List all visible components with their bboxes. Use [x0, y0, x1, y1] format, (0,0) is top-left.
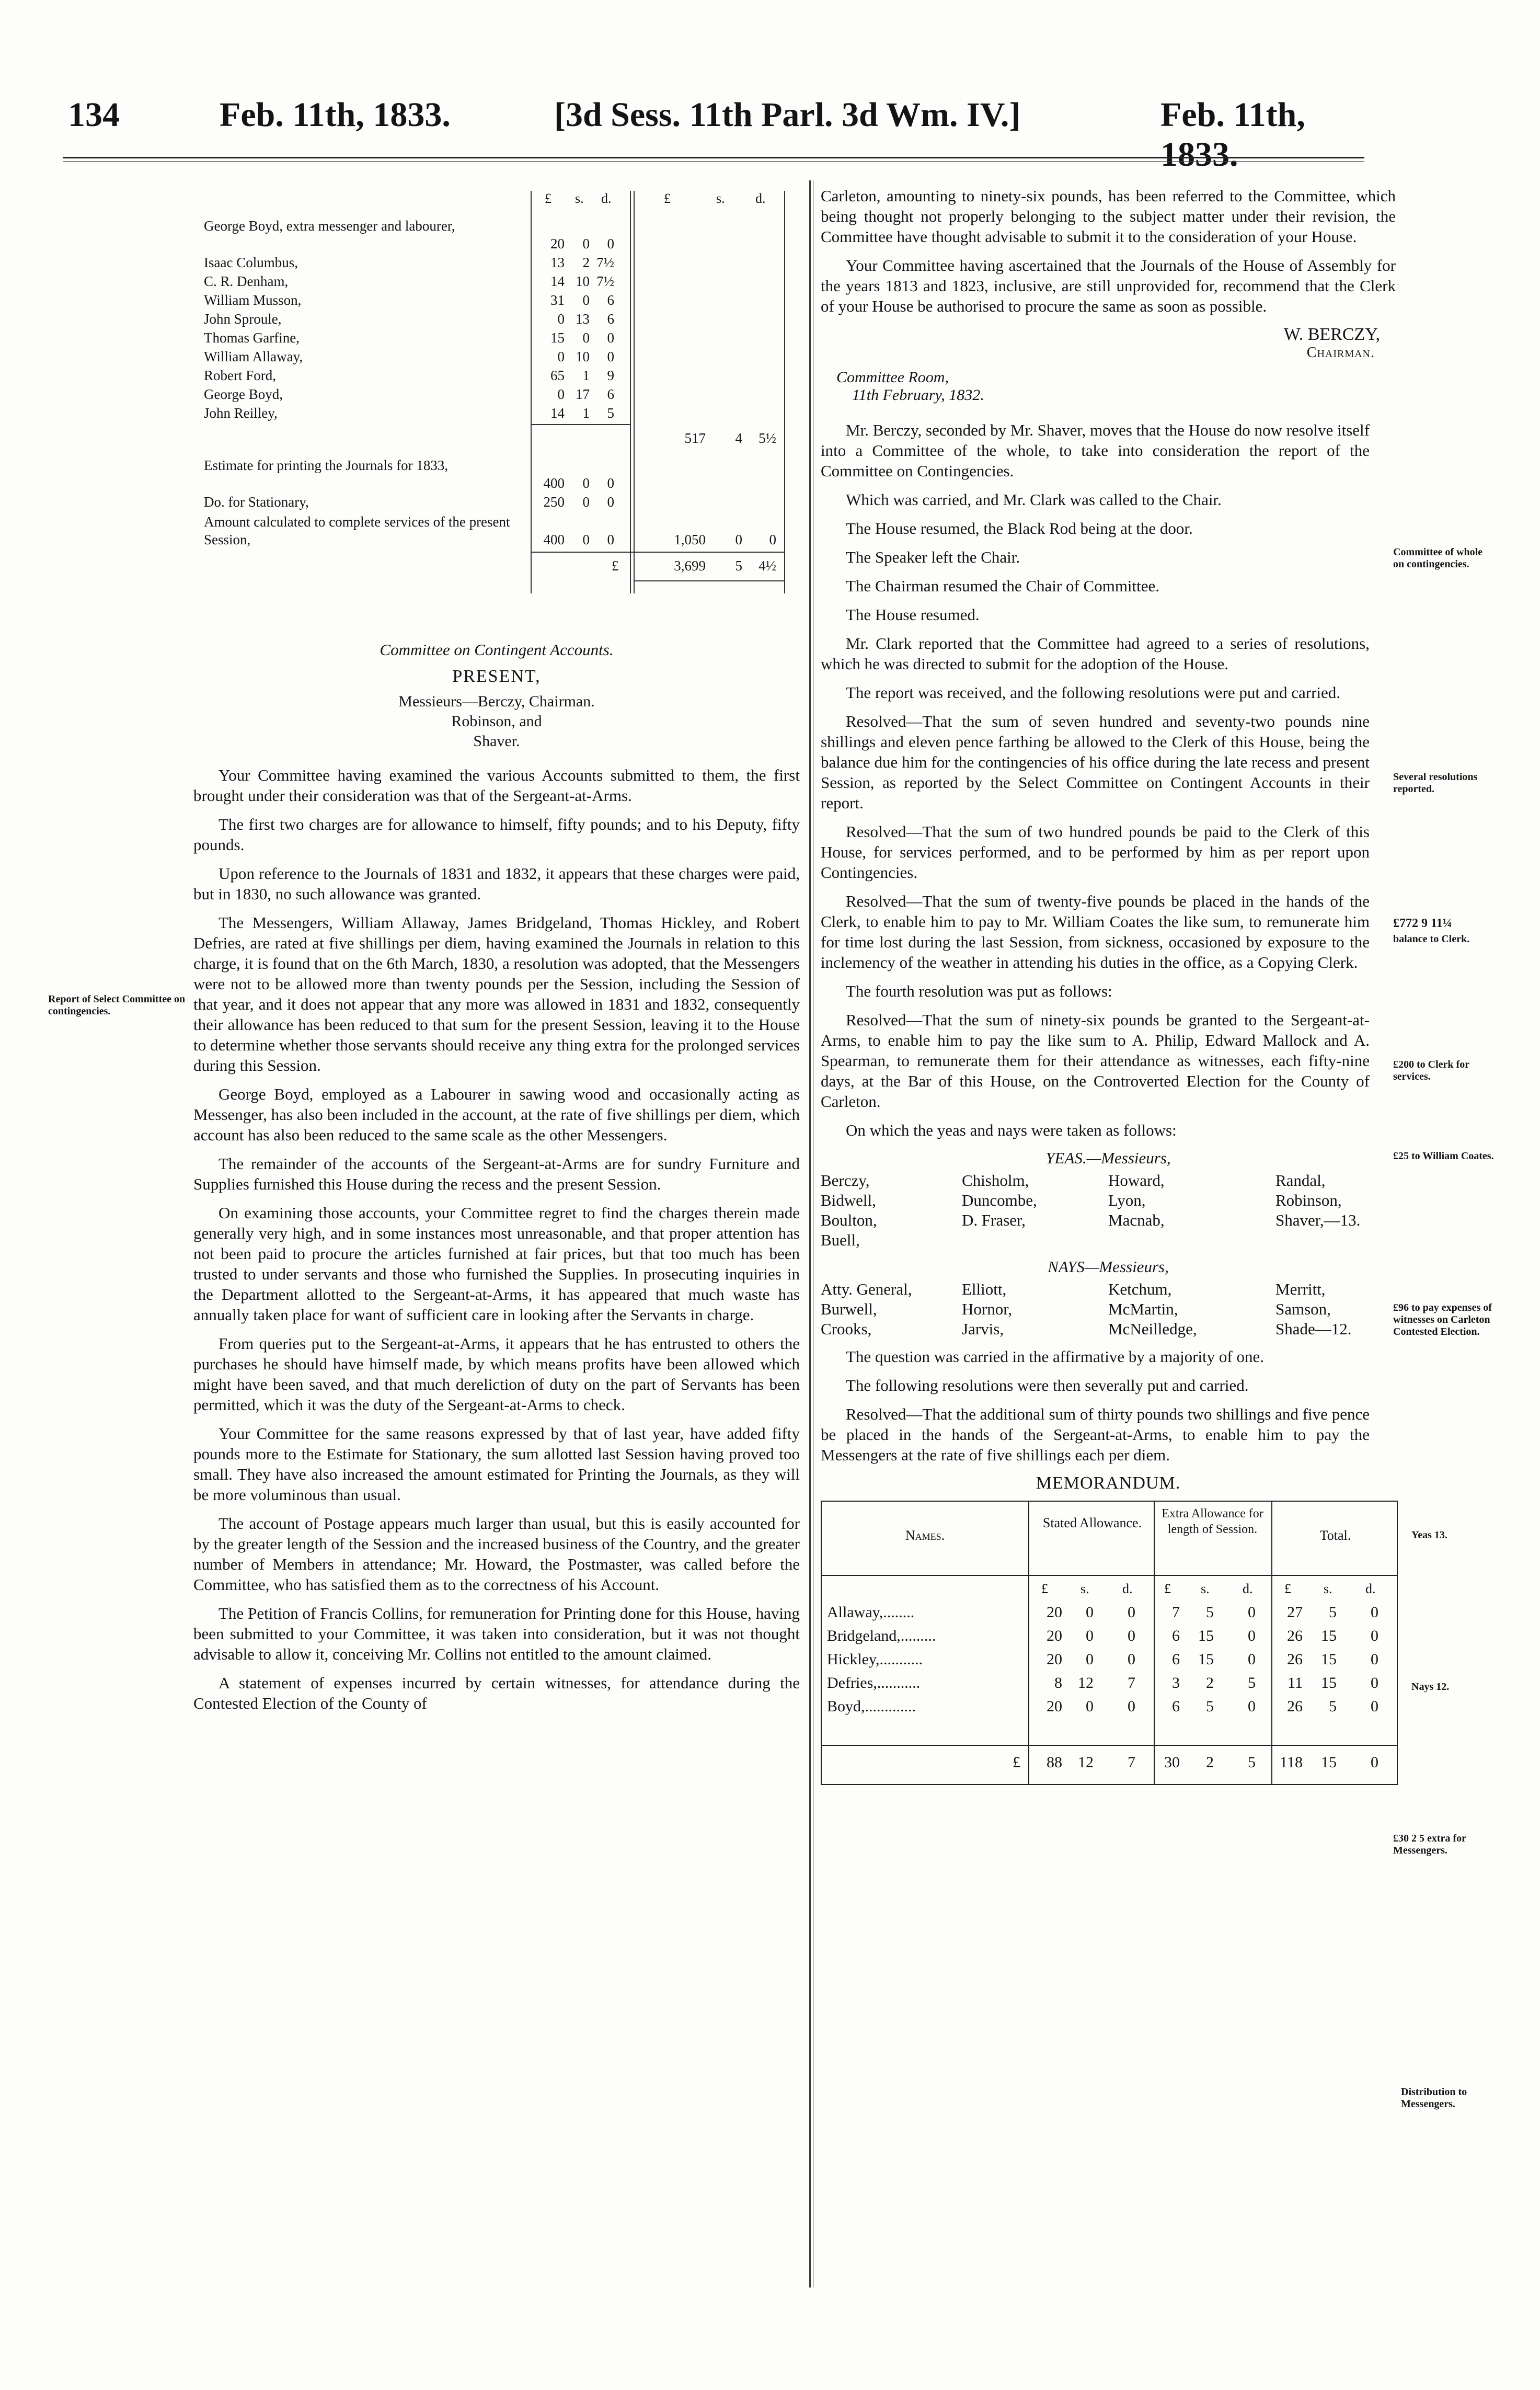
report-paragraph: On examining those accounts, your Committee regret to find the charges therein made generally very high, and in some instances most unreasonable, and that proper attention has not been paid to procure the articles furnished at fair prices, but that too much has been trusted to under servants and those who furnished the Supplies. In prosecuting inquiries in the Department allotted to the Sergeant-at-Arms, it has appeared that much waste has annually taken place for want of sufficient care in looking after the Servants in charge.	[193, 1204, 800, 1324]
table-rule	[822, 1575, 1397, 1576]
member-name: Howard,	[1108, 1171, 1165, 1190]
table-rule	[1271, 1502, 1272, 1784]
margin-note-200: £200 to Clerk for services.	[1393, 1059, 1469, 1082]
memo-amount: 15	[1198, 1651, 1214, 1668]
proceeding-line: The Speaker left the Chair.	[846, 548, 1020, 566]
member-line: Shaver.	[473, 733, 520, 750]
member-name: Duncombe,	[962, 1191, 1037, 1209]
memo-total: 0	[1371, 1754, 1378, 1771]
amount-pounds: 14	[550, 273, 565, 289]
member-name: McMartin,	[1108, 1300, 1178, 1318]
amount-shillings: 0	[582, 330, 590, 346]
memo-amount: 5	[1206, 1604, 1214, 1621]
header-date-left: Feb. 11th, 1833.	[220, 96, 451, 134]
memo-name: Hickley,	[827, 1651, 880, 1668]
account-name: John Reilley,	[204, 405, 278, 421]
member-name: Atty. General,	[821, 1280, 912, 1298]
amount-pence: 0	[607, 349, 614, 364]
signature: W. BERCZY,	[1283, 325, 1380, 344]
member-name: Bidwell,	[821, 1191, 876, 1209]
margin-note-30: £30 2 5 extra for Messengers.	[1393, 1833, 1466, 1856]
memo-amount: 0	[1248, 1651, 1256, 1668]
margin-note-select-committee: Report of Select Committee on contingencies.	[48, 993, 186, 1017]
memorandum-table	[821, 1501, 1398, 1785]
proceeding-line: Which was carried, and Mr. Clark was called to the Chair.	[846, 490, 1222, 509]
memo-amount: 7	[1172, 1604, 1180, 1621]
report-paragraph: The remainder of the accounts of the Sergeant-at-Arms are for sundry Furniture and Supplies furnished this House during the recess and the present Session.	[193, 1154, 800, 1193]
subtotal-pounds: 517	[684, 430, 706, 446]
account-name: John Sproule,	[204, 311, 282, 327]
estimate-name: Amount calculated to complete services of the present Session,	[204, 514, 510, 547]
nays-heading: NAYS—Messieurs,	[1048, 1257, 1169, 1276]
member-name: Berczy,	[821, 1171, 870, 1190]
member-name: Burwell,	[821, 1300, 877, 1318]
grand-total-row	[193, 558, 800, 577]
amount-pence: 0	[607, 494, 614, 510]
amount-pounds: 20	[550, 236, 565, 251]
amount-pounds: 400	[543, 532, 565, 547]
memo-amount: 0	[1128, 1627, 1135, 1644]
amount-shillings: 2	[582, 255, 590, 270]
memo-amount: 26	[1287, 1698, 1303, 1715]
memo-row-boyd: Boyd,.............	[827, 1698, 916, 1715]
grand-total-pounds: 3,699	[674, 558, 706, 574]
member-name	[1108, 1230, 1275, 1250]
memo-amount: 20	[1047, 1604, 1062, 1621]
amount-pounds: 15	[550, 330, 565, 346]
account-row	[193, 368, 800, 386]
memo-header-stated: Stated Allowance.	[1042, 1515, 1142, 1530]
memo-header-names: Names.	[905, 1528, 945, 1543]
memo-amount: 8	[1054, 1674, 1062, 1691]
amount-shillings: 10	[576, 273, 590, 289]
report-paragraph: The account of Postage appears much larger than usual, but this is easily accounted for by the greater length of the Session and the increased business of the Country, and the greater number of Members in attendance; Mr. Howard, the Postmaster, was called before the Committee, who has satisfied them as to the correctness of his Account.	[193, 1514, 800, 1594]
member-name: Randal,	[1275, 1171, 1326, 1190]
member-name: Chisholm,	[962, 1171, 1029, 1190]
col-header-shillings: s.	[575, 191, 584, 206]
memo-amount: 15	[1321, 1627, 1337, 1644]
report-paragraph: Upon reference to the Journals of 1831 and 1832, it appears that these charges were paid, but in 1830, no such allowance was granted.	[193, 864, 800, 903]
margin-note-772: £772 9 11¼	[1393, 917, 1452, 930]
memo-total: 2	[1206, 1754, 1214, 1771]
account-row	[193, 386, 800, 405]
resolution: Resolved—That the additional sum of thirty pounds two shillings and five pence be placed in the hands of the Sergeant-at-Arms, to enable him to pay the Messengers at the rate of five shillings each per diem.	[821, 1405, 1370, 1464]
estimate-total-shillings: 0	[735, 532, 742, 547]
amount-pence: 6	[607, 311, 614, 327]
margin-note-96: £96 to pay expenses of witnesses on Carleton Contested Election.	[1393, 1302, 1492, 1337]
memo-name: Bridgeland,	[827, 1627, 901, 1644]
memo-row-allaway: Allaway,........	[827, 1604, 915, 1621]
amount-shillings: 1	[582, 368, 590, 383]
memo-amount: 26	[1287, 1627, 1303, 1644]
yeas-heading: YEAS.—Messieurs,	[1045, 1149, 1171, 1167]
amount-pounds: 400	[543, 475, 565, 491]
memo-row-bridgeland: Bridgeland,.........	[827, 1627, 936, 1644]
memo-amount: 15	[1198, 1627, 1214, 1644]
page-header	[68, 95, 1364, 174]
amount-shillings: 0	[582, 532, 590, 547]
memo-amount: 0	[1086, 1651, 1094, 1668]
member-name: D. Fraser,	[962, 1211, 1026, 1229]
amount-pence: 6	[607, 292, 614, 308]
margin-note-25: £25 to William Coates.	[1393, 1150, 1494, 1162]
account-name: William Allaway,	[204, 349, 303, 364]
grand-total-pence: 4½	[758, 558, 776, 574]
amount-pence: 6	[607, 386, 614, 402]
memo-total-symbol: £	[1013, 1754, 1020, 1771]
table-rule	[531, 424, 630, 425]
table-rule	[531, 552, 784, 553]
memo-amount: 0	[1128, 1604, 1135, 1621]
yeas-list	[821, 1171, 1370, 1250]
proceeding-paragraph: The question was carried in the affirmative by a majority of one.	[846, 1347, 1264, 1366]
memo-amount: 5	[1329, 1698, 1337, 1715]
account-name: George Boyd,	[204, 386, 283, 402]
memo-name: Allaway,	[827, 1604, 883, 1621]
memo-amount: 5	[1329, 1604, 1337, 1621]
amount-pounds: 0	[557, 386, 565, 402]
col-header-pounds-2: £	[664, 191, 671, 206]
unit-pence: d.	[1243, 1581, 1253, 1596]
member-name: Shade—12.	[1275, 1320, 1352, 1338]
grand-total-shillings: 5	[735, 558, 742, 574]
memo-total: 30	[1164, 1754, 1180, 1771]
resolution: Resolved—That the sum of two hundred pounds be paid to the Clerk of this House, for services performed, and to be performed by him as per report upon Contingencies.	[821, 822, 1370, 882]
account-name: George Boyd, extra messenger and labourer,	[204, 218, 455, 234]
member-name: Ketchum,	[1108, 1280, 1172, 1298]
member-name: Hornor,	[962, 1300, 1013, 1318]
amount-pounds: 31	[550, 292, 565, 308]
committee-room-label: Committee Room,	[836, 369, 949, 386]
memo-amount: 11	[1288, 1674, 1303, 1691]
memo-amount: 15	[1321, 1674, 1337, 1691]
memo-amount: 27	[1287, 1604, 1303, 1621]
committee-room-date: 11th February, 1832.	[852, 386, 984, 404]
member-name: Crooks,	[821, 1320, 872, 1338]
table-rule	[1154, 1502, 1155, 1784]
report-paragraph: From queries put to the Sergeant-at-Arms, it appears that he has entrusted to others the purchases he should have himself made, by which means profits have been allowed which might have been saved, and that much dereliction of duty on the part of Servants has been permitted, which it was the duty of the Sergeant-at-Arms to check.	[193, 1334, 800, 1414]
proceeding-line: The Chairman resumed the Chair of Committee.	[846, 577, 1160, 595]
estimate-total-pounds: 1,050	[674, 532, 706, 547]
amount-pounds: 250	[543, 494, 565, 510]
memo-name: Defries,	[827, 1674, 877, 1691]
member-name: Buell,	[821, 1231, 860, 1249]
unit-pounds: £	[1041, 1581, 1048, 1596]
member-name: Boulton,	[821, 1211, 877, 1229]
amount-shillings: 17	[576, 386, 590, 402]
memo-amount: 0	[1371, 1674, 1378, 1691]
amount-pounds: 13	[550, 255, 565, 270]
unit-pounds: £	[1164, 1581, 1171, 1596]
proceeding-paragraph: Mr. Clark reported that the Committee had agreed to a series of resolutions, which he was directed to submit for the adoption of the House.	[821, 634, 1370, 673]
memo-amount: 5	[1206, 1698, 1214, 1715]
account-name: C. R. Denham,	[204, 273, 289, 289]
memo-amount: 0	[1086, 1604, 1094, 1621]
memo-amount: 0	[1128, 1651, 1135, 1668]
grand-total-symbol: £	[612, 558, 619, 574]
memo-amount: 0	[1371, 1698, 1378, 1715]
amount-pence: 0	[607, 330, 614, 346]
memo-total: 7	[1128, 1754, 1135, 1771]
account-row	[193, 292, 800, 311]
col-header-pounds: £	[545, 191, 551, 206]
col-header-shillings-2: s.	[716, 191, 725, 206]
header-rule-thin	[63, 161, 1364, 162]
committee-heading: Committee on Contingent Accounts.	[380, 641, 614, 659]
member-name	[962, 1230, 1108, 1250]
memo-amount: 0	[1248, 1627, 1256, 1644]
member-name: Elliott,	[962, 1280, 1007, 1298]
header-date-right: Feb. 11th, 1833.	[1160, 96, 1305, 174]
unit-shillings: s.	[1324, 1581, 1332, 1596]
amount-pence: 7½	[596, 255, 614, 270]
estimate-row	[193, 513, 800, 550]
memo-amount: 20	[1047, 1698, 1062, 1715]
amount-pounds: 0	[557, 349, 565, 364]
member-name	[1275, 1230, 1396, 1250]
proceeding-paragraph: The report was received, and the following resolutions were put and carried.	[846, 683, 1341, 702]
account-row	[193, 330, 800, 349]
page-number: 134	[68, 96, 120, 134]
accounts-table	[193, 180, 800, 620]
member-name: Jarvis,	[962, 1320, 1004, 1338]
member-line: Robinson, and	[451, 713, 542, 730]
amount-shillings: 0	[582, 292, 590, 308]
margin-note-balance: balance to Clerk.	[1393, 933, 1470, 945]
account-row	[193, 255, 800, 273]
estimate-row	[193, 456, 800, 493]
memo-amount: 0	[1371, 1651, 1378, 1668]
member-name: Samson,	[1275, 1300, 1331, 1318]
memo-total: 88	[1047, 1754, 1062, 1771]
amount-shillings: 0	[582, 494, 590, 510]
left-column	[193, 180, 800, 1722]
memo-amount: 0	[1371, 1627, 1378, 1644]
account-name: Isaac Columbus,	[204, 255, 298, 270]
proceeding-line: The House resumed, the Black Rod being at the door.	[846, 519, 1193, 538]
committee-members	[193, 692, 800, 751]
amount-pounds: 65	[550, 368, 565, 383]
memo-amount: 6	[1172, 1627, 1180, 1644]
margin-note-nays: Nays 12.	[1411, 1681, 1450, 1693]
margin-note-several-resolutions: Several resolutions reported.	[1393, 771, 1478, 795]
memorandum-heading: MEMORANDUM.	[1036, 1473, 1181, 1493]
proceeding-paragraph: The following resolutions were then severally put and carried.	[846, 1376, 1249, 1394]
margin-note-distribution: Distribution to Messengers.	[1401, 2086, 1467, 2110]
account-name: Robert Ford,	[204, 368, 276, 383]
memo-amount: 2	[1206, 1674, 1214, 1691]
amount-pounds: 0	[557, 311, 565, 327]
account-row	[193, 311, 800, 330]
memo-amount: 6	[1172, 1651, 1180, 1668]
memo-amount: 12	[1078, 1674, 1094, 1691]
col-header-pence-2: d.	[755, 191, 766, 206]
table-rule	[822, 1745, 1397, 1746]
report-paragraph: George Boyd, employed as a Labourer in sawing wood and occasionally acting as Messenger, has also been included in the account, at the rate of five shillings per diem, which account has also been reduced to the same scale as the other Messengers.	[193, 1085, 800, 1144]
report-paragraph: Your Committee for the same reasons expressed by that of last year, have added fifty pounds more to the Estimate for Stationary, the sum allotted last Session having proved too small. They have also increased the amount estimated for Printing the Journals, as they will be more voluminous than usual.	[193, 1424, 800, 1504]
estimate-total-pence: 0	[769, 532, 776, 547]
present-heading: PRESENT,	[452, 667, 541, 686]
memo-amount: 3	[1172, 1674, 1180, 1691]
member-name: Lyon,	[1108, 1191, 1146, 1209]
nays-list	[821, 1279, 1370, 1339]
memo-amount: 7	[1128, 1674, 1135, 1691]
amount-shillings: 0	[582, 236, 590, 251]
memo-header-extra: Extra Allowance for length of Session.	[1162, 1507, 1263, 1536]
amount-pence: 5	[607, 405, 614, 421]
column-divider	[809, 180, 813, 2288]
proceeding-line: The House resumed.	[846, 605, 980, 624]
report-paragraph: The Petition of Francis Collins, for remuneration for Printing done for this House, having been submitted to your Committee, it was taken into consideration, but it was not thought advisable to allow it, conceiving Mr. Collins not entitled to the amount claimed.	[193, 1604, 800, 1663]
proceeding-line: On which the yeas and nays were taken as follows:	[846, 1121, 1177, 1139]
col-header-pence: d.	[601, 191, 612, 206]
memo-amount: 0	[1086, 1627, 1094, 1644]
subtotal-pence: 5½	[758, 430, 776, 446]
amount-pence: 9	[607, 368, 614, 383]
member-name: Robinson,	[1275, 1191, 1342, 1209]
account-name: William Musson,	[204, 292, 302, 308]
memo-amount: 0	[1248, 1604, 1256, 1621]
account-row	[193, 405, 800, 424]
committee-room	[836, 369, 1396, 404]
memo-amount: 0	[1128, 1698, 1135, 1715]
unit-pence: d.	[1122, 1581, 1133, 1596]
account-row	[193, 217, 800, 254]
memo-amount: 0	[1248, 1698, 1256, 1715]
margin-note-yeas: Yeas 13.	[1411, 1529, 1447, 1541]
member-name: Macnab,	[1108, 1211, 1165, 1229]
memo-amount: 20	[1047, 1651, 1062, 1668]
amount-pence: 0	[607, 532, 614, 547]
member-name: Merritt,	[1275, 1280, 1326, 1298]
signature-title: Chairman.	[1306, 345, 1375, 361]
memo-name: Boyd,	[827, 1698, 865, 1715]
resolution: Resolved—That the sum of ninety-six pounds be granted to the Sergeant-at-Arms, to enable him to pay the like sum to A. Philip, Edward Mallock and A. Spearman, to remunerate them for their attendance as witnesses, each fifty-nine days, at the Bar of this House, on the Controverted Election for the County of Carleton.	[821, 1011, 1370, 1111]
subtotal-row	[193, 430, 800, 449]
amount-shillings: 1	[582, 405, 590, 421]
report-paragraph: The first two charges are for allowance to himself, fifty pounds; and to his Deputy, fifty pounds.	[193, 815, 800, 854]
report-paragraph: Your Committee having ascertained that the Journals of the House of Assembly for the years 1813 and 1823, inclusive, are still unprovided for, recommend that the Clerk of your House be authorised to procure the same as soon as possible.	[821, 256, 1396, 315]
unit-pounds: £	[1284, 1581, 1291, 1596]
member-name: Shaver,—13.	[1275, 1211, 1361, 1229]
header-rule	[63, 157, 1364, 158]
memo-header-total: Total.	[1319, 1528, 1351, 1543]
amount-pence: 0	[607, 236, 614, 251]
margin-note-committee-whole: Committee of whole on contingencies.	[1393, 546, 1483, 570]
report-paragraph: Carleton, amounting to ninety-six pounds, has been referred to the Committee, which being thought not properly belonging to the subject matter under their revision, the Committee have thought advisable to submit it to the consideration of your House.	[821, 187, 1396, 246]
report-paragraph: A statement of expenses incurred by certain witnesses, for attendance during the Contested Election of the County of	[193, 1674, 800, 1712]
right-column	[821, 186, 1396, 1785]
memo-total: 12	[1078, 1754, 1094, 1771]
memo-amount: 20	[1047, 1627, 1062, 1644]
unit-shillings: s.	[1081, 1581, 1089, 1596]
memo-row-hickley: Hickley,...........	[827, 1651, 923, 1668]
table-rule	[634, 580, 784, 581]
memo-amount: 0	[1371, 1604, 1378, 1621]
proceeding-line: The fourth resolution was put as follows:	[846, 982, 1112, 1000]
member-name: McNeilledge,	[1108, 1320, 1197, 1338]
estimate-name: Estimate for printing the Journals for 1833,	[204, 458, 449, 473]
motion-paragraph: Mr. Berczy, seconded by Mr. Shaver, moves that the House do now resolve itself into a Committee of the whole, to take into consideration the report of the Committee on Contingencies.	[821, 421, 1370, 480]
memo-amount: 5	[1248, 1674, 1256, 1691]
memo-amount: 0	[1086, 1698, 1094, 1715]
amount-pence: 7½	[596, 273, 614, 289]
amount-shillings: 10	[576, 349, 590, 364]
memo-amount: 26	[1287, 1651, 1303, 1668]
memo-total: 5	[1248, 1754, 1256, 1771]
report-paragraph: Your Committee having examined the various Accounts submitted to them, the first brought under their consideration was that of the Sergeant-at-Arms.	[193, 766, 800, 805]
member-line: Messieurs—Berczy, Chairman.	[398, 693, 595, 710]
memo-total: 118	[1280, 1754, 1303, 1771]
amount-shillings: 0	[582, 475, 590, 491]
account-name: Thomas Garfine,	[204, 330, 300, 346]
memo-amount: 15	[1321, 1651, 1337, 1668]
resolution: Resolved—That the sum of twenty-five pounds be placed in the hands of the Clerk, to enable him to pay to Mr. William Coates the like sum, to remunerate him for time lost during the last Session, from sickness, occasioned by exposure to the inclemency of the weather in attending his duties in the office, as a Copying Clerk.	[821, 892, 1370, 971]
report-paragraph: The Messengers, William Allaway, James Bridgeland, Thomas Hickley, and Robert Defries, are rated at five shillings per diem, having examined the Journals in relation to this charge, it is found that on the 6th March, 1830, a resolution was adopted, that the Messengers were not to be allowed more than twenty pounds per the Session, including the Session of that year, and it does not appear that any more was allowed in 1831 and 1832, consequently their allowance has been reduced to that sum for the present Session, leaving it to the House to determine whether those servants should receive any thing extra for the prolonged services during this Session.	[193, 913, 800, 1074]
unit-shillings: s.	[1201, 1581, 1210, 1596]
amount-pence: 0	[607, 475, 614, 491]
estimate-name: Do. for Stationary,	[204, 494, 309, 510]
subtotal-shillings: 4	[735, 430, 742, 446]
memo-total: 15	[1321, 1754, 1337, 1771]
amount-shillings: 13	[576, 311, 590, 327]
memo-row-defries: Defries,...........	[827, 1674, 921, 1691]
header-session: [3d Sess. 11th Parl. 3d Wm. IV.]	[554, 96, 1021, 134]
unit-pence: d.	[1365, 1581, 1376, 1596]
account-row	[193, 349, 800, 368]
memo-amount: 6	[1172, 1698, 1180, 1715]
table-rule	[1028, 1502, 1029, 1784]
account-row	[193, 273, 800, 292]
resolution: Resolved—That the sum of seven hundred and seventy-two pounds nine shillings and eleven pence farthing be allowed to the Clerk of this House, being the balance due him for the contingencies of his office during the late recess and present Session, as reported by the Select Committee on Contingent Accounts in their report.	[821, 712, 1370, 812]
estimate-row	[193, 494, 800, 513]
amount-pounds: 14	[550, 405, 565, 421]
